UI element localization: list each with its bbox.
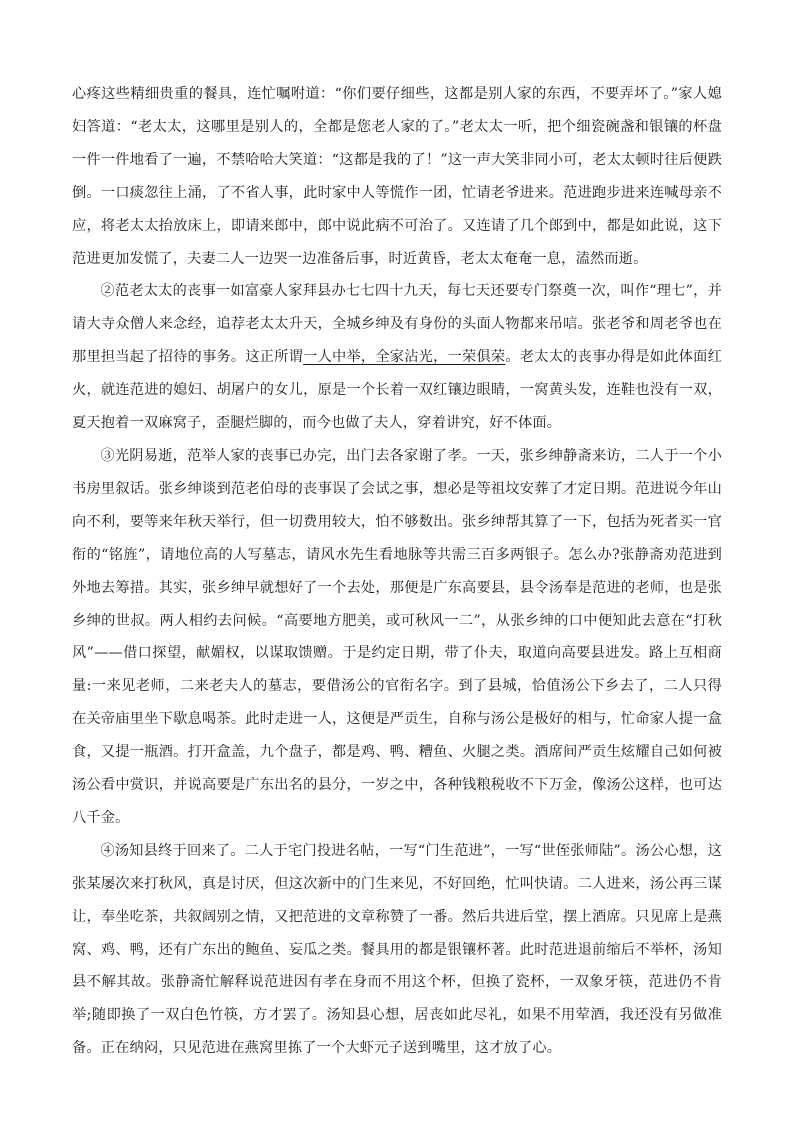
paragraph-2 xyxy=(72,275,722,440)
paragraph-3: ③光阴易逝，范举人家的丧事已办完，出门去各家谢了孝。一天，张乡绅静斋来访，二人于一个小书房里叙话。张乡绅谈到范老伯母的丧事误了会试之事，想必是等祖坟安葬了才定日期。范进说今年山向不利，要等来年秋天举行，但一切费用较大，怕不够数出。张乡绅帮其算了一下，包括为死者买一官衔的“铭旌”，请地位高的人写墓志，请风水先生看地脉等共需三百多两银子。怎么办?张静斋劝范进到外地去筹措。其实，张乡绅早就想好了一个去处，那便是广东高要县，县令汤奉是范进的老师，也是张乡绅的世叔。两人相约去问候。“高要地方肥美，或可秋风一二”，从张乡绅的口中便知此去意在“打秋风”——借口探望，献媚权，以谋取馈赠。于是约定日期，带了仆夫，取道向高要县进发。路上互相商量:一来见老师，二来老夫人的墓志，要借汤公的官衔名字。到了县城，恰值汤公下乡去了，二人只得在关帝庙里坐下歇息喝茶。此时走进一人，这便是严贡生，自称与汤公是极好的相与，忙命家人提一盒食，又提一瓶酒。打开盒盖，九个盘子，都是鸡、鸭、糟鱼、火腿之类。酒席间严贡生炫耀自己如何被汤公看中赏识，并说高要是广东出名的县分，一岁之中，各种钱粮税收不下万金，像汤公这样，也可达八千金。 xyxy=(72,447,722,826)
paragraph-1: 心疼这些精细贵重的餐具，连忙嘱咐道：“你们要仔细些，这都是别人家的东西，不要弄坏了。”家人媳妇答道：“老太太，这哪里是别人的，全都是您老人家的了。”老太太一听，把个细瓷碗盏和银镶的杯盘一件一件地看了一遍，不禁哈哈大笑道：“这都是我的了！”这一声大笑非同小可，老太太顿时往后便跌倒。一口痰忽往上涌，了不省人事，此时家中人等慌作一团，忙请老爷进来。范进跑步进来连喊母亲不应，将老太太抬放床上，即请来郎中，郎中说此病不可治了。又连请了几个郎到中，都是如此说，这下范进更加发慌了，夫妻二人一边哭一边准备后事，时近黄昏，老太太奄奄一息，溘然而逝。 xyxy=(72,86,722,267)
paragraph-2-text-start: ②范老太太的丧事一如富豪人家拜县办七七四十九天，每七天还要专门祭奠一次，叫作“理七”，并请大寺众僧人来念经，追荐老太太升天，全城乡绅及有身份的头面人物都来吊唁。张老爷和周老爷也在那里担当起了招待的事务。这正所谓 xyxy=(72,283,722,366)
paragraph-4: ④汤知县终于回来了。二人于宅门投进名帖，一写“门生范进”，一写“世侄张师陆”。汤公心想，这张某屡次来打秋风，真是讨厌，但这次新中的门生来见，不好回绝，忙叫快请。二人进来，汤公再三谋让，奉坐吃茶，共叙阔别之情，又把范进的文章称赞了一番。然后共进后堂，摆上酒席。只见席上是燕窝、鸡、鸭，还有广东出的鲍鱼、妄瓜之类。餐具用的都是银镶杯著。此时范进退前缩后不举杯，汤知县不解其故。张静斋忙解释说范进因有孝在身而不用这个杯，但换了瓷杯，一双象牙筷，范进仍不肯举;随即换了一双白色竹筷，方才罢了。汤知县心想，居丧如此尽礼，如果不用荤酒，我还没有另做准备。正在纳闷，只见范进在燕窝里拣了一个大虾元子送到嘴里，这才放了心。 xyxy=(72,842,722,1057)
paragraph-2-text-end: 。老太太的丧事办得是如此体面红火，就连范进的媳妇、胡屠户的女儿，原是一个长着一双红镶边眼睛，一窝黄头发，连鞋也没有一双，夏天抱着一双麻窝子，歪腿烂脚的，而今也做了夫人，穿着讲究，好不体面。 xyxy=(72,349,722,432)
document-body xyxy=(72,78,722,1065)
underlined-phrase: 一人中举，全家沾光，一荣俱荣 xyxy=(303,349,506,366)
